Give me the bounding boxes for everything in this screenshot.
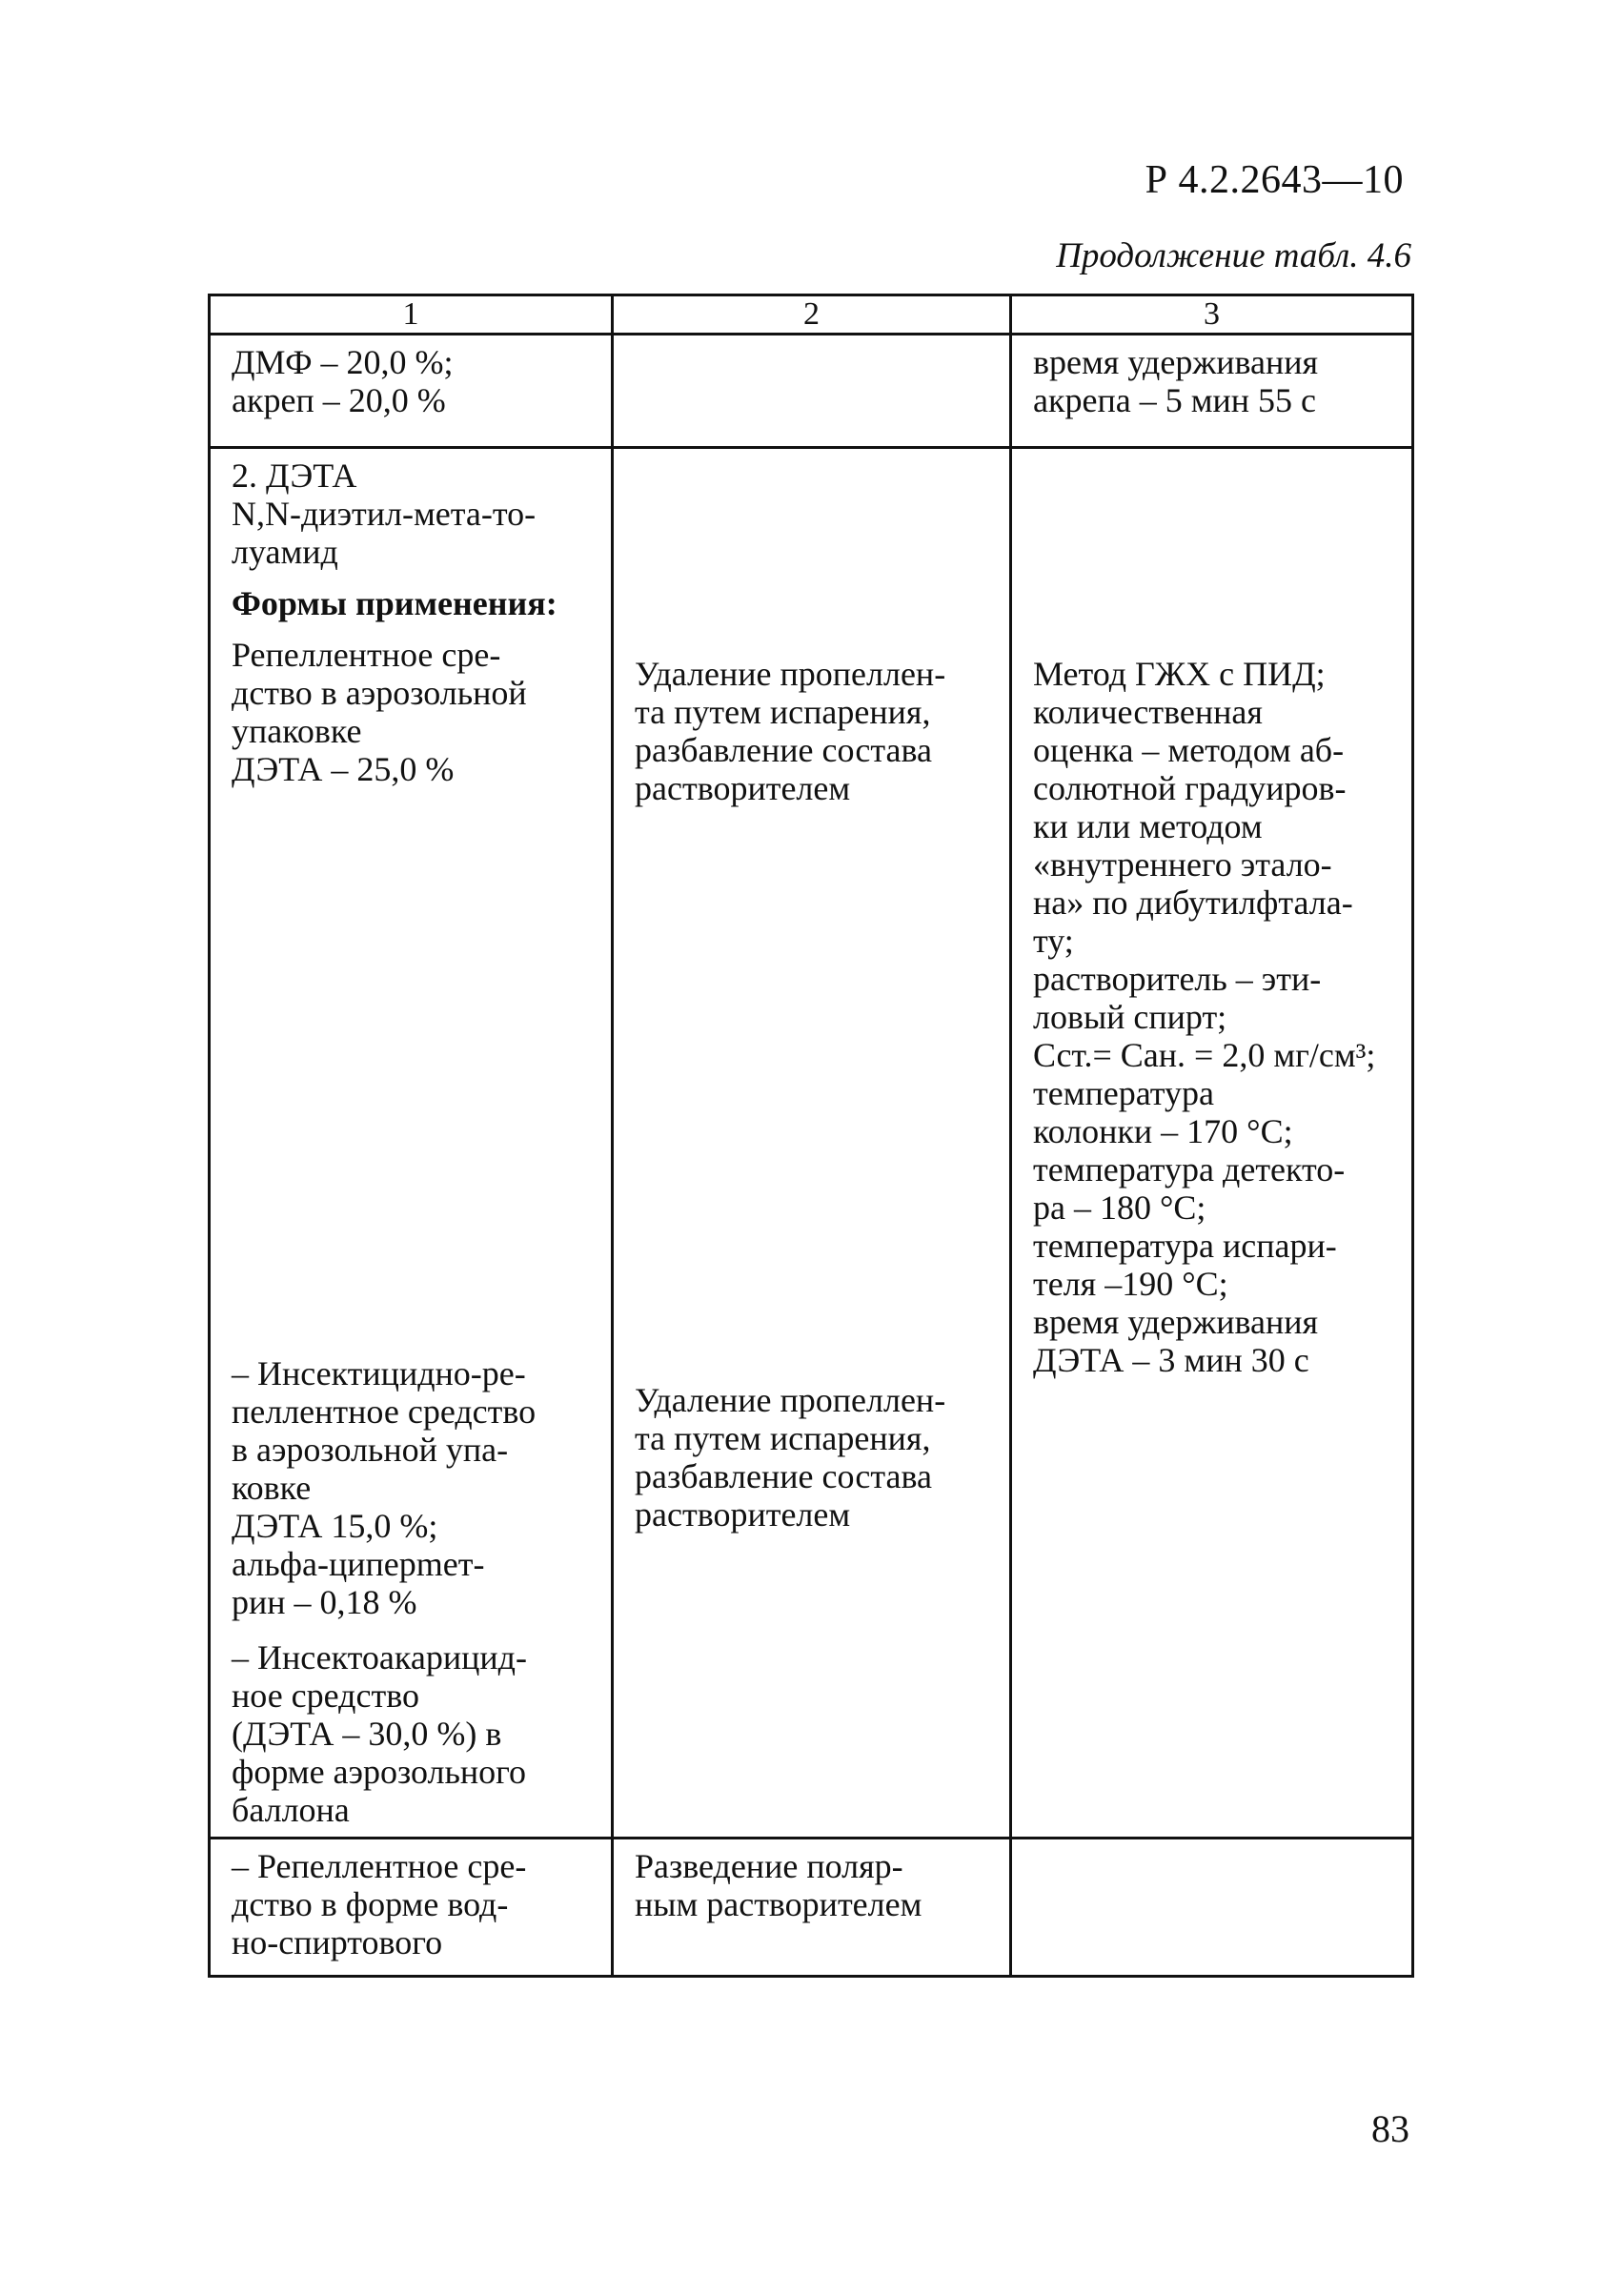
document-code: Р 4.2.2643—10 (1145, 158, 1404, 202)
table-cell (613, 448, 1011, 1839)
composition-line: акреп – 20,0 % (232, 381, 446, 419)
method-text: время удерживания акрепа – 5 мин 55 с (1033, 343, 1319, 419)
table-cell (1011, 335, 1413, 448)
column-header-3: 3 (1011, 295, 1413, 335)
table-cell (210, 448, 613, 1839)
table-cell (613, 335, 1011, 448)
table-caption: Продолжение табл. 4.6 (1056, 236, 1411, 275)
forms-heading: Формы применения: (232, 584, 557, 622)
form-composition: ДЭТА 15,0 %; (232, 1507, 438, 1545)
sample-prep-text: Разведение поляр- ным растворителем (635, 1847, 922, 1923)
form-description: – Репеллентное сре- дство в форме вод- но-спиртового (232, 1847, 527, 1961)
form-description: – Инсектоакарицид- ное средство (ДЭТА – 30,0 %) в форме аэрозольного баллона (232, 1638, 527, 1829)
table-header-row (210, 295, 1413, 335)
sample-prep-text: Удаление пропеллен- та путем испарения, разбавление состава растворителем (635, 1381, 946, 1534)
sample-prep-text: Удаление пропеллен- та путем испарения, разбавление состава растворителем (635, 655, 946, 807)
substance-title: 2. ДЭТА (232, 457, 357, 495)
methods-table (208, 294, 1414, 1978)
column-header-1: 1 (210, 295, 613, 335)
table-row (210, 448, 1413, 1839)
substance-chemical-name: N,N-диэтил-мета-то- луамид (232, 495, 537, 571)
page-number: 83 (1371, 2107, 1409, 2150)
method-text: Метод ГЖХ с ПИД; количественная оценка – методом аб- солютной градуиров- ки или методом «внутреннего этало- на» по дибутилфтала- ту; растворитель – эти- ловый спирт; Сст.= Сан. = 2,0 мг/см³; температура колонки – 170 °С; температура детекто- ра – 180 °С; температура испари- теля –190 °С; время удерживания ДЭТА – 3 мин 30 с (1033, 655, 1376, 1379)
table-row (210, 335, 1413, 448)
form-composition: ДЭТА – 25,0 % (232, 750, 455, 788)
table-cell (210, 335, 613, 448)
form-description: – Инсектицидно-ре- пеллентное средство в аэрозольной упа- ковке (232, 1354, 537, 1507)
column-header-2: 2 (613, 295, 1011, 335)
table-row (210, 1839, 1413, 1977)
table-cell (1011, 1839, 1413, 1977)
table-cell (210, 1839, 613, 1977)
table-cell (613, 1839, 1011, 1977)
form-description: Репеллентное сре- дство в аэрозольной упаковке (232, 636, 527, 750)
composition-line: ДМФ – 20,0 %; (232, 343, 454, 381)
form-composition: альфа-циперmет- рин – 0,18 % (232, 1545, 485, 1621)
table-cell (1011, 448, 1413, 1839)
